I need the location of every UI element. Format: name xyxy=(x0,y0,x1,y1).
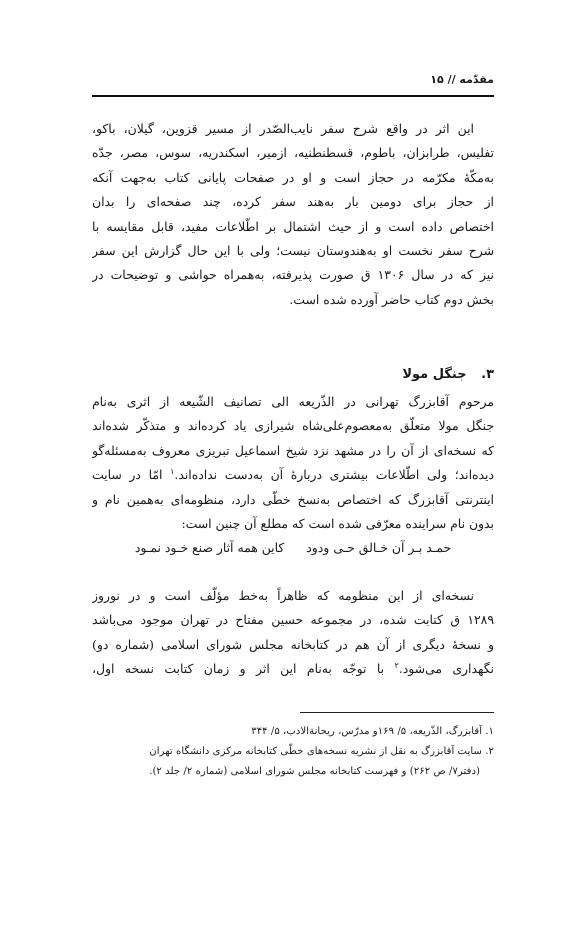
text-line: از حجاز برای دومین بار به‌هند سفر کرده، چند صفحه‌ای را بدان xyxy=(92,194,494,210)
text-line: تفلیس، طرابزان، باطوم، قسطنطنیه، ازمیر، اسکندریه، سوس، مصر، جدّه xyxy=(92,145,494,161)
verse-couplet xyxy=(92,536,494,560)
footnote-ref-1[interactable]: ۱ xyxy=(170,467,175,477)
running-head: مقدّمه // ۱۵ xyxy=(430,72,494,86)
paragraph-1 xyxy=(92,117,494,312)
text-line xyxy=(92,463,494,487)
text-line xyxy=(92,657,494,681)
text-line: ۱۲۸۹ ق کتابت شده، در مجموعه حسین مفتاح در تهران موجود می‌باشد xyxy=(92,612,494,628)
text-line: مرحوم آقابزرگ تهرانی در الذّریعه الی تصانیف الشّیعه از اثری به‌نام xyxy=(92,394,494,409)
paragraph-3 xyxy=(92,584,494,682)
text-line: و نسخهٔ دیگری از آن هم در کتابخانه مجلس شورای اسلامی (شماره دو) xyxy=(92,636,494,652)
text-line: جنگل مولا متعلّق به‌معصوم‌علی‌شاه شیرازی یاد کرده‌اند و متذکّر شده‌اند xyxy=(92,418,494,434)
text-line: اختصاص داده است و از حیث اشتمال بر اطّلاعات مفید، قابل مقایسه با xyxy=(92,218,494,234)
footnote-2: ۲. سایت آقابزرگ به نقل از نشریه نسخه‌های خطّی کتابخانه مرکزی دانشگاه تهران xyxy=(149,746,494,757)
header-rule xyxy=(92,95,494,97)
verse-hemistich-2: کاین همه آثار صنع خـود نمـود xyxy=(134,540,285,556)
section-title: جنگل مولا xyxy=(402,367,467,382)
footnote-2-continuation: (دفتر۷/ ص ۲۶۲) و فهرست کتابخانه مجلس شورای اسلامی (شماره ۲/ جلد ۲). xyxy=(149,766,480,777)
page-header xyxy=(92,68,494,90)
text-line: بخش دوم کتاب حاضر آورده شده است. xyxy=(289,291,494,307)
paragraph-2 xyxy=(92,390,494,561)
footnote-ref-2[interactable]: ۲ xyxy=(394,661,399,671)
text-line: شرح سفر نخست او به‌هندوستان نیست؛ ولی با این حال گزارش این سفر xyxy=(92,242,494,258)
footnotes xyxy=(92,722,494,782)
verse-hemistich-1: حمـد بـر آن خـالق حـی ودود xyxy=(306,540,452,556)
text-line: نسخه‌ای از این منظومه که ظاهراً به‌خط مؤلّف است و در نوروز xyxy=(92,588,475,603)
text-line: اینترنتی آقابزرگ که اختصاص به‌نسخ خطّی دارد، منظومه‌ای به‌همین نام و xyxy=(92,491,494,507)
footnote-1: ۱. آقابزرگ، الذّریعه، ۵/ ۱۶۹و مدرّس، ریحانةالادب، ۵/ ۳۴۴ xyxy=(251,726,494,737)
text-segment: با توجّه به‌نام این اثر و زمان کتابت نسخه اول، xyxy=(92,661,385,677)
text-line: این اثر در واقع شرح سفر نایب‌الصّدر از مسیر قزوین، گیلان، باکو، xyxy=(92,121,474,136)
footnote-rule xyxy=(300,712,494,713)
section-heading xyxy=(92,363,494,387)
text-line: بدون نام سراینده معرّفی شده است که مطلع آن چنین است: xyxy=(181,515,494,531)
text-line: به‌مکّهٔ مکرّمه در حجاز است و او در صفحات پایانی کتاب به‌جهت آنکه xyxy=(92,169,494,185)
text-segment: دیده‌اند؛ ولی اطّلاعات بیشتری دربارهٔ آن به‌دست نداده‌اند. xyxy=(174,467,494,483)
text-segment: امّا در سایت xyxy=(92,467,163,483)
text-line: نیز که در سال ۱۳۰۶ ق صورت پذیرفته، به‌همراه حواشی و توضیحات در xyxy=(92,267,494,283)
text-segment: نگهداری می‌شود. xyxy=(398,661,494,677)
text-line: که نسخه‌ای از آن را در مشهد نزد شیخ اسماعیل تبریزی معروف به‌مسئله‌گو xyxy=(92,442,494,458)
section-number: ۳. xyxy=(481,367,494,382)
